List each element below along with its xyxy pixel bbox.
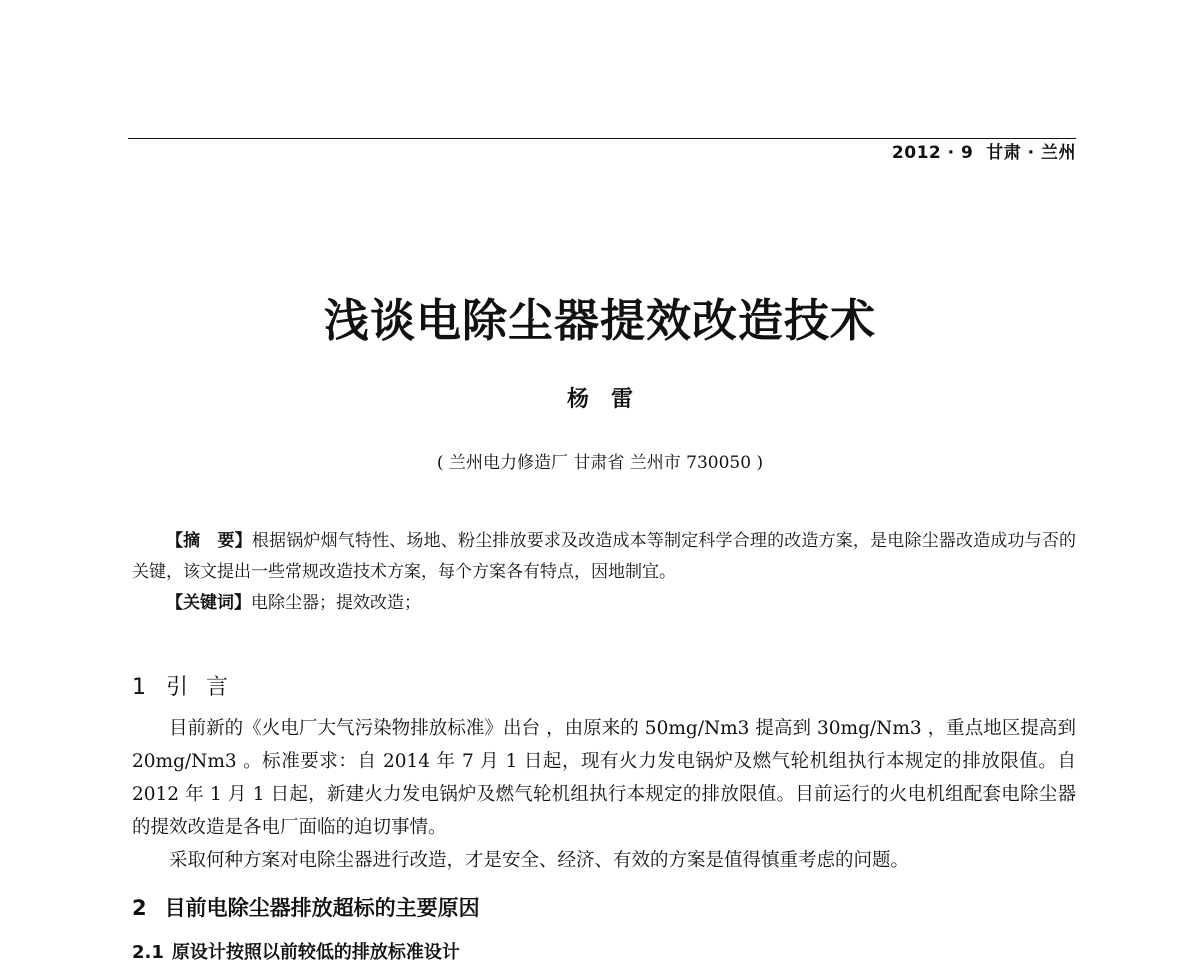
section-number: 1 — [132, 675, 146, 700]
header-location: 甘肃 · 兰州 — [986, 143, 1076, 163]
subsection-title: 原设计按照以前较低的排放标准设计 — [171, 942, 460, 963]
keywords-text: 电除尘器；提效改造； — [251, 593, 421, 613]
abstract-paragraph — [132, 526, 1076, 588]
section-heading-1 — [132, 670, 246, 701]
section-title: 目前电除尘器排放超标的主要原因 — [164, 896, 480, 920]
subsection-number: 2.1 — [132, 942, 164, 963]
section-1-body — [132, 712, 1076, 877]
section-title: 引言 — [166, 675, 247, 700]
author-name: 杨雷 — [566, 386, 655, 412]
paper-title: 浅谈电除尘器提效改造技术 — [323, 294, 876, 347]
header-issue: 2012 · 9 — [891, 143, 974, 163]
body-paragraph: 采取何种方案对电除尘器进行改造，才是安全、经济、有效的方案是值得慎重考虑的问题。 — [169, 850, 910, 871]
abstract-text: 根据锅炉烟气特性、场地、粉尘排放要求及改造成本等制定科学合理的改造方案，是电除尘器改造成功与否的关键，该文提出一些常规改造技术方案，每个方案各有特点，因地制宜。 — [132, 531, 1077, 582]
body-paragraph: 目前新的《火电厂大气污染物排放标准》出台 ，由原来的 50mg/Nm3 提高到 30mg/Nm3 ，重点地区提高到 20mg/Nm3 。标准要求：自 2014 年 7 月 1 日起，现有火力发电锅炉及燃气轮机组执行本规定的排放限值。自 2012 年 1 月 1 日起，新建火力发电锅炉及燃气轮机组执行本规定的排放限值。目前运行的火电机组配套电除尘器的提效改造是各电厂面临的迫切事情。 — [132, 718, 1076, 838]
subsection-heading-2-1 — [132, 938, 460, 964]
running-header — [892, 138, 1076, 163]
keywords-paragraph — [132, 588, 1076, 619]
abstract-label: 【摘 要】 — [166, 531, 252, 551]
abstract-block — [132, 526, 1076, 619]
section-heading-2 — [132, 892, 480, 922]
author-affiliation: ( 兰州电力修造厂 甘肃省 兰州市 730050 ) — [436, 453, 764, 473]
keywords-label: 【关键词】 — [166, 593, 251, 613]
section-number: 2 — [132, 896, 147, 920]
header-rule — [128, 138, 1076, 139]
